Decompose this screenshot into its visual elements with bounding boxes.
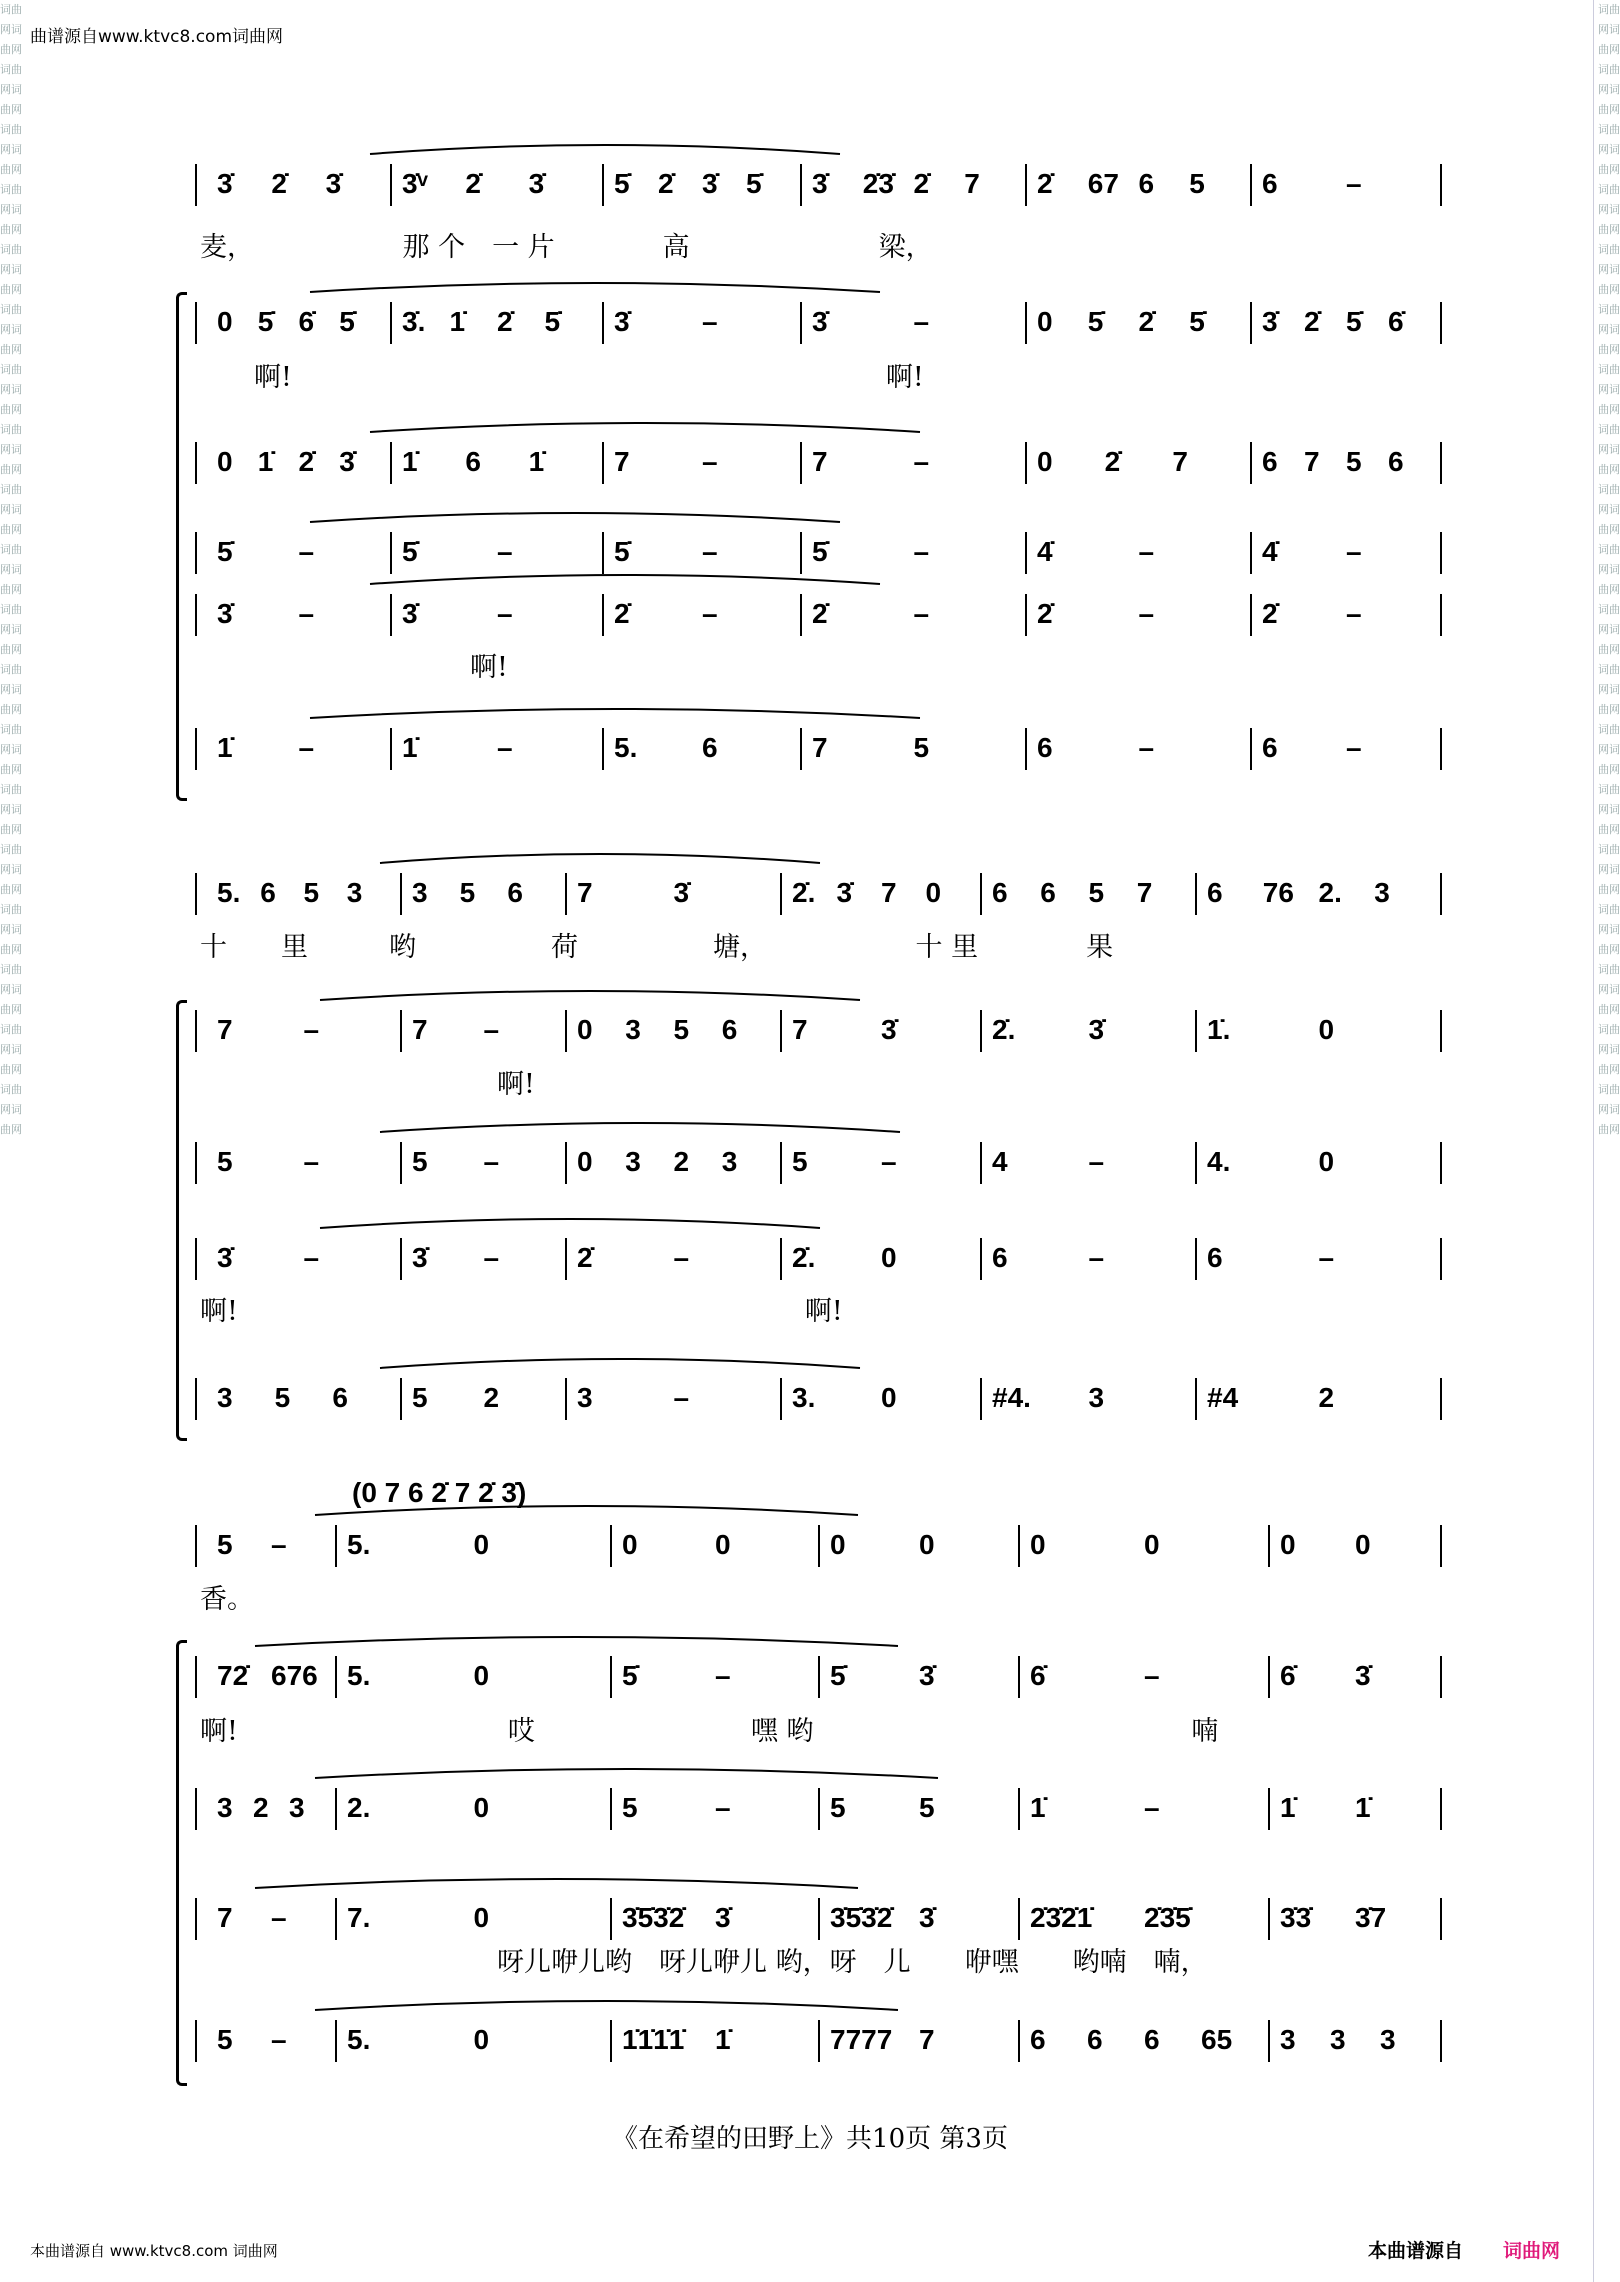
note: 6̇ <box>1030 1660 1046 1691</box>
note: 3̇ᵛ <box>402 168 428 199</box>
note: 1̇. <box>1207 1014 1231 1045</box>
note: 4 <box>992 1146 1008 1177</box>
note: 6 <box>1207 1242 1223 1273</box>
note: 7 <box>1304 446 1320 477</box>
lyric-line: 呀儿咿儿哟 呀儿咿儿 哟，呀 儿 咿嘿 哟喃 喃， <box>200 1947 1208 1978</box>
note: 2 <box>1318 1382 1335 1413</box>
note: 2 <box>253 1792 269 1823</box>
note: 5 <box>412 1146 428 1177</box>
note: 6 <box>260 877 276 908</box>
note: 5 <box>217 2024 233 2055</box>
note: 3̇ <box>812 306 828 337</box>
note: 5 <box>1189 168 1205 199</box>
note: – <box>497 598 513 629</box>
note: 7 <box>217 1902 233 1933</box>
note: 2̇ <box>1037 168 1053 199</box>
note: 0 <box>1355 1529 1371 1560</box>
page-header: 曲谱源自www.ktvc8.com词曲网 <box>30 27 283 47</box>
note: 2̇ <box>614 598 630 629</box>
note: 6̇ <box>1280 1660 1296 1691</box>
note: 5̇ <box>1189 306 1205 337</box>
note: 6 <box>332 1382 348 1413</box>
note: 7 <box>217 1014 233 1045</box>
note: 3 <box>346 877 363 908</box>
note: – <box>483 1014 500 1045</box>
note: 5̇ <box>622 1660 638 1691</box>
note: 0 <box>1144 1529 1160 1560</box>
note: 4̇ <box>1037 536 1053 567</box>
note: – <box>483 1146 500 1177</box>
note: – <box>913 598 930 629</box>
note: 0 <box>830 1529 846 1560</box>
note: – <box>303 1014 320 1045</box>
note: 76 <box>1262 877 1294 908</box>
note: 0 <box>473 1660 490 1691</box>
note: 0 <box>217 446 233 477</box>
note: 7 <box>881 877 897 908</box>
slur <box>255 1879 858 1888</box>
note: 2̇ <box>1138 306 1155 337</box>
note: 3̇ <box>812 168 828 199</box>
note: 2̇ <box>658 168 674 199</box>
note: 2̇ <box>1304 306 1320 337</box>
note: 7777 <box>830 2024 893 2055</box>
note: 5 <box>830 1792 846 1823</box>
slur <box>310 709 920 718</box>
slur <box>255 1637 898 1646</box>
note: 6 <box>1262 168 1278 199</box>
side-watermark-left: 词曲网词曲网词曲网词曲网词曲网词曲网词曲网词曲网词曲网词曲网词曲网词曲网词曲网词曲网词曲网词曲网词曲网词曲网词曲网词曲网词曲网词曲网词曲网词曲网词曲网词曲网词曲网词曲网词曲网词曲网词曲网词曲网词曲网词曲网词曲网词曲网词曲网词曲网 <box>0 3 22 1136</box>
note: 5 <box>919 1792 935 1823</box>
slur <box>315 1506 858 1515</box>
note: 3̇ <box>217 168 233 199</box>
note: 3 <box>1380 2024 1396 2055</box>
note: 5̇ <box>544 306 561 337</box>
note: 2̇ <box>465 168 481 199</box>
note: – <box>1346 536 1362 567</box>
note: 6 <box>1138 168 1155 199</box>
note: 6 <box>992 1242 1008 1273</box>
slur <box>315 1769 938 1778</box>
note: 5̇ <box>339 306 355 337</box>
note: 0 <box>881 1242 897 1273</box>
note: 5 <box>217 1529 233 1560</box>
slur <box>370 575 880 584</box>
bottom-left-credit: 本曲谱源自 www.ktvc8.com 词曲网 <box>30 2242 278 2260</box>
note: 7 <box>614 446 630 477</box>
note: 2̇. <box>792 877 816 908</box>
intro-notes: (0 7 6 2̇ 7 2̇ 3̇) <box>352 1477 527 1508</box>
note: 3̇ <box>402 598 418 629</box>
note: 1̇ <box>1030 1792 1046 1823</box>
note: 6 <box>465 446 481 477</box>
note: 3 <box>721 1146 738 1177</box>
note: 6 <box>1040 877 1056 908</box>
note: 3̇ <box>217 598 233 629</box>
note: 7 <box>577 877 593 908</box>
lyric-line: 啊! 啊! <box>200 362 924 393</box>
note: 7 <box>412 1014 428 1045</box>
note: – <box>702 536 718 567</box>
note: 5. <box>217 877 241 908</box>
note: 7 <box>919 2024 935 2055</box>
note: 4. <box>1207 1146 1231 1177</box>
note: – <box>1346 168 1362 199</box>
note: – <box>303 1146 320 1177</box>
note: 0 <box>217 306 233 337</box>
slur <box>370 145 840 154</box>
note: 2̇ <box>577 1242 593 1273</box>
note: – <box>497 732 513 763</box>
note: 5 <box>622 1792 638 1823</box>
note: 3̇7 <box>1355 1902 1387 1933</box>
note: 0 <box>577 1146 593 1177</box>
note: 67 <box>1087 168 1119 199</box>
bottom-right-credit <box>1368 2236 1560 2263</box>
note: – <box>1144 1660 1160 1691</box>
note: 3̇ <box>217 1242 233 1273</box>
note: 5̇ <box>614 168 630 199</box>
note: 6 <box>1030 2024 1046 2055</box>
note: 3̇ <box>919 1902 935 1933</box>
note: 4̇ <box>1262 536 1278 567</box>
note: 3 <box>1280 2024 1296 2055</box>
slur <box>310 283 880 292</box>
note: 3 <box>1374 877 1390 908</box>
note: – <box>673 1382 690 1413</box>
note: 3̇ <box>919 1660 935 1691</box>
note: 0 <box>715 1529 731 1560</box>
note: – <box>1346 732 1362 763</box>
note: 3̇ <box>528 168 545 199</box>
note: 1̇ <box>1355 1792 1371 1823</box>
lyric-line: 香。 <box>200 1584 254 1615</box>
note: 5. <box>614 732 638 763</box>
note: 1̇ <box>402 446 418 477</box>
note: – <box>1138 536 1155 567</box>
note: – <box>497 536 513 567</box>
note: 3 <box>412 877 428 908</box>
note: 3̇ <box>673 877 690 908</box>
note: 6 <box>702 732 718 763</box>
note: 5 <box>913 732 930 763</box>
note: 3 <box>625 1146 641 1177</box>
note: 6 <box>1262 446 1278 477</box>
slur <box>380 1123 900 1132</box>
note: 1̇ <box>449 306 466 337</box>
note: 5̇ <box>257 306 274 337</box>
note: 2̇ <box>913 168 930 199</box>
note: 3 <box>289 1792 305 1823</box>
note: 0 <box>881 1382 897 1413</box>
note: 3̇ <box>325 168 342 199</box>
note: – <box>1088 1242 1105 1273</box>
note: 6 <box>507 877 523 908</box>
note: 0 <box>473 1792 490 1823</box>
note: 5̇ <box>402 536 418 567</box>
note: 6 <box>1037 732 1053 763</box>
note: 5. <box>347 2024 371 2055</box>
note: 0 <box>622 1529 638 1560</box>
lyric-line: 啊! <box>200 652 508 683</box>
note: 3 <box>577 1382 593 1413</box>
note: #4 <box>1207 1382 1239 1413</box>
lyric-line: 啊! 啊! <box>200 1296 843 1327</box>
note: 3̇ <box>881 1014 897 1045</box>
note: 2 <box>673 1146 690 1177</box>
note: 3̇ <box>339 446 355 477</box>
note: 3. <box>792 1382 816 1413</box>
page-footer: 《在希望的田野上》共10页 第3页 <box>612 2124 1008 2154</box>
note: 2̇ <box>497 306 513 337</box>
note: 3̇ <box>1262 306 1278 337</box>
note: 2̇ <box>298 446 315 477</box>
note: 5̇ <box>812 536 828 567</box>
note: 3̇ <box>412 1242 428 1273</box>
note: 5. <box>347 1660 371 1691</box>
note: 2. <box>347 1792 371 1823</box>
note: 1̇ <box>715 2024 731 2055</box>
note: 0 <box>1280 1529 1296 1560</box>
lyric-line: 啊! <box>200 1069 535 1100</box>
note: 7. <box>347 1902 371 1933</box>
note: 676 <box>271 1660 318 1691</box>
note: 7 <box>964 168 980 199</box>
note: 6 <box>992 877 1008 908</box>
note: 2̇ <box>812 598 828 629</box>
note: 2̇ <box>1262 598 1278 629</box>
note: 2̇3̇5̇ <box>1144 1902 1191 1933</box>
note: 3̇ <box>614 306 630 337</box>
note: 5 <box>1088 877 1105 908</box>
note: 3 <box>217 1792 233 1823</box>
note: 3̇. <box>402 306 426 337</box>
note: 6 <box>1087 2024 1103 2055</box>
note: 3̇ <box>1355 1660 1371 1691</box>
note: – <box>271 2024 287 2055</box>
note: 7 <box>1172 446 1188 477</box>
note: 5. <box>347 1529 371 1560</box>
note: 1̇ <box>1280 1792 1296 1823</box>
note: – <box>298 598 315 629</box>
note: – <box>1346 598 1362 629</box>
note: 0 <box>1318 1014 1335 1045</box>
note: 5 <box>673 1014 690 1045</box>
note: – <box>913 306 930 337</box>
note: 2̇. <box>992 1014 1016 1045</box>
note: 5̇ <box>746 168 762 199</box>
note: 5̇ <box>1087 306 1104 337</box>
note: 72̇ <box>217 1660 249 1691</box>
note: – <box>271 1902 287 1933</box>
note: 0 <box>1030 1529 1046 1560</box>
note: 2̇ <box>1104 446 1121 477</box>
note: 2̇3̇ <box>862 168 894 199</box>
note: 2. <box>1318 877 1342 908</box>
note: 6 <box>721 1014 738 1045</box>
slur <box>310 513 840 522</box>
lyric-line: 麦， 那 个 一 片 高 梁， <box>200 232 933 263</box>
note: – <box>1088 1146 1105 1177</box>
note: 5̇ <box>830 1660 846 1691</box>
note: 7 <box>1136 877 1153 908</box>
note: 2̇. <box>792 1242 816 1273</box>
note: 3̇5̇3̇2̇ <box>830 1902 893 1933</box>
note: 5 <box>459 877 476 908</box>
note: – <box>483 1242 500 1273</box>
note: 0 <box>1318 1146 1335 1177</box>
note: – <box>303 1242 320 1273</box>
note: 1̇ <box>217 732 233 763</box>
note: 5 <box>303 877 320 908</box>
lyric-line: 十 里 哟 荷 塘， 十 里 果 <box>200 932 1114 963</box>
note: 3̇ <box>715 1902 731 1933</box>
note: – <box>913 446 930 477</box>
slur <box>320 1219 820 1228</box>
note: 0 <box>473 1529 490 1560</box>
slur <box>380 854 820 863</box>
note: 5 <box>1346 446 1362 477</box>
note: 3 <box>1330 2024 1346 2055</box>
note: 0 <box>1037 306 1053 337</box>
note: – <box>702 446 718 477</box>
note: 65 <box>1201 2024 1233 2055</box>
note: 7 <box>812 732 828 763</box>
note: 5̇ <box>217 536 233 567</box>
note: – <box>913 536 930 567</box>
note: 2̇ <box>1037 598 1053 629</box>
note: – <box>1144 1792 1160 1823</box>
note: – <box>715 1660 731 1691</box>
lyric-line: 啊! 哎 嘿 哟 喃 <box>200 1716 1219 1747</box>
note: 0 <box>473 1902 490 1933</box>
note: 6 <box>1207 877 1223 908</box>
note: 1̇1̇1̇1̇ <box>622 2024 685 2055</box>
note: – <box>715 1792 731 1823</box>
note: 3 <box>217 1382 233 1413</box>
note: – <box>1138 732 1155 763</box>
note: 5̇ <box>614 536 630 567</box>
note: 5 <box>274 1382 291 1413</box>
note: 6 <box>1144 2024 1160 2055</box>
note: 5 <box>412 1382 428 1413</box>
note: 6̇ <box>1388 306 1404 337</box>
note: #4. <box>992 1382 1031 1413</box>
note: 5̇ <box>1346 306 1362 337</box>
note: – <box>1138 598 1155 629</box>
bottom-right-logo: 词曲网 <box>1502 2240 1560 2262</box>
note: 3̇3̇ <box>1280 1902 1312 1933</box>
note: 6 <box>1388 446 1404 477</box>
note: – <box>1318 1242 1335 1273</box>
note: 6̇ <box>298 306 315 337</box>
slur <box>380 1359 860 1368</box>
note: – <box>298 536 315 567</box>
note: 0 <box>473 2024 490 2055</box>
note: 2̇ <box>271 168 287 199</box>
note: 0 <box>925 877 942 908</box>
note: 3̇ <box>702 168 718 199</box>
note: 3̇ <box>836 877 853 908</box>
note: 0 <box>1037 446 1053 477</box>
note: 1̇ <box>402 732 418 763</box>
note: 3̇ <box>1088 1014 1105 1045</box>
note: – <box>702 598 718 629</box>
note: 3 <box>1088 1382 1105 1413</box>
note: 1̇ <box>528 446 545 477</box>
slur <box>320 991 860 1000</box>
note: – <box>271 1529 287 1560</box>
slur <box>370 423 920 432</box>
note: 2̇3̇2̇1̇ <box>1030 1902 1093 1933</box>
bottom-right-label: 本曲谱源自 <box>1367 2240 1463 2262</box>
note: 5 <box>792 1146 808 1177</box>
note: 7 <box>812 446 828 477</box>
note: 0 <box>919 1529 935 1560</box>
note: 7 <box>792 1014 808 1045</box>
note: 6 <box>1262 732 1278 763</box>
slur <box>315 2001 898 2010</box>
note: 0 <box>577 1014 593 1045</box>
note: 3̇5̇3̇2̇ <box>622 1902 685 1933</box>
note: – <box>673 1242 690 1273</box>
side-watermark-right: 词曲网词曲网词曲网词曲网词曲网词曲网词曲网词曲网词曲网词曲网词曲网词曲网词曲网词曲网词曲网词曲网词曲网词曲网词曲网词曲网词曲网词曲网词曲网词曲网词曲网词曲网词曲网词曲网词曲网词曲网词曲网词曲网词曲网词曲网词曲网词曲网词曲网词曲网 <box>1598 3 1620 1136</box>
note: – <box>298 732 315 763</box>
note: 2 <box>483 1382 500 1413</box>
note: 1̇ <box>257 446 274 477</box>
note: – <box>702 306 718 337</box>
note: 5 <box>217 1146 233 1177</box>
note: 3 <box>625 1014 641 1045</box>
note: – <box>881 1146 897 1177</box>
